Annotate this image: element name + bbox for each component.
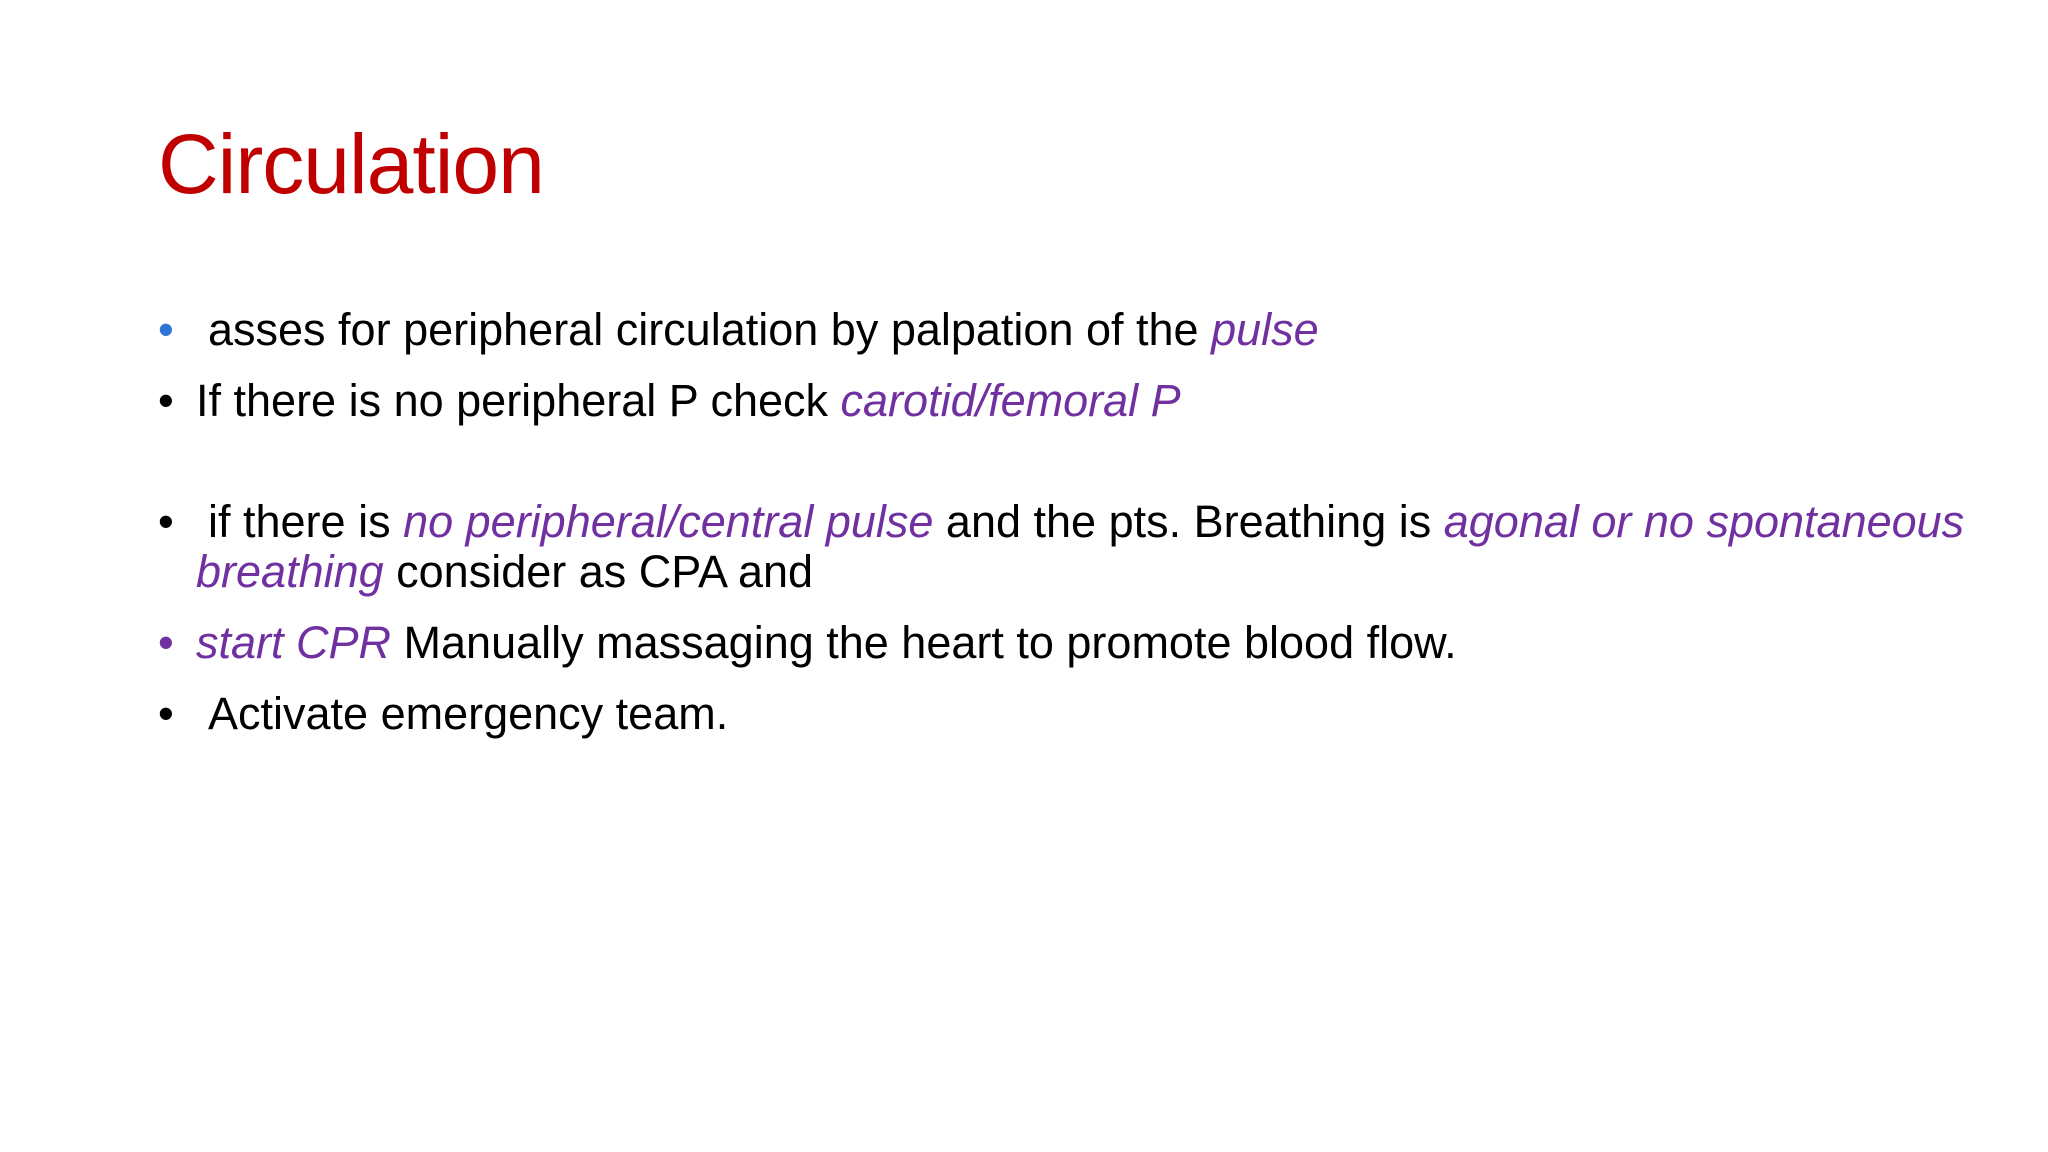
bullet-marker: • — [158, 304, 174, 355]
bullet-text: If there is no peripheral P check — [196, 375, 841, 426]
bullet-list — [158, 305, 1978, 760]
bullet-text: Activate emergency team. — [208, 688, 729, 739]
bullet-assess-pulse — [158, 305, 1978, 355]
bullet-marker: • — [158, 496, 174, 547]
bullet-text: if there is — [208, 496, 404, 547]
bullet-emphasis: pulse — [1211, 304, 1319, 355]
slide-title: Circulation — [158, 117, 544, 211]
bullet-marker: • — [158, 375, 174, 426]
bullet-emphasis: no peripheral/central pulse — [403, 496, 934, 547]
bullet-activate-team — [158, 689, 1978, 739]
bullet-emphasis: start CPR — [196, 617, 392, 668]
bullet-start-cpr — [158, 618, 1978, 668]
bullet-check-central-pulse — [158, 376, 1978, 426]
bullet-emphasis: carotid/femoral P — [840, 375, 1181, 426]
bullet-text: consider as CPA and — [383, 546, 814, 597]
bullet-consider-cpa — [158, 497, 1978, 597]
bullet-emphasis: agonal or no spontaneous breathing — [196, 496, 1965, 597]
bullet-marker: • — [158, 688, 174, 739]
bullet-marker: • — [158, 617, 174, 668]
bullet-text: Manually massaging the heart to promote blood flow. — [391, 617, 1457, 668]
bullet-text: and the pts. Breathing is — [933, 496, 1444, 547]
bullet-text: asses for peripheral circulation by palpation of the — [208, 304, 1212, 355]
